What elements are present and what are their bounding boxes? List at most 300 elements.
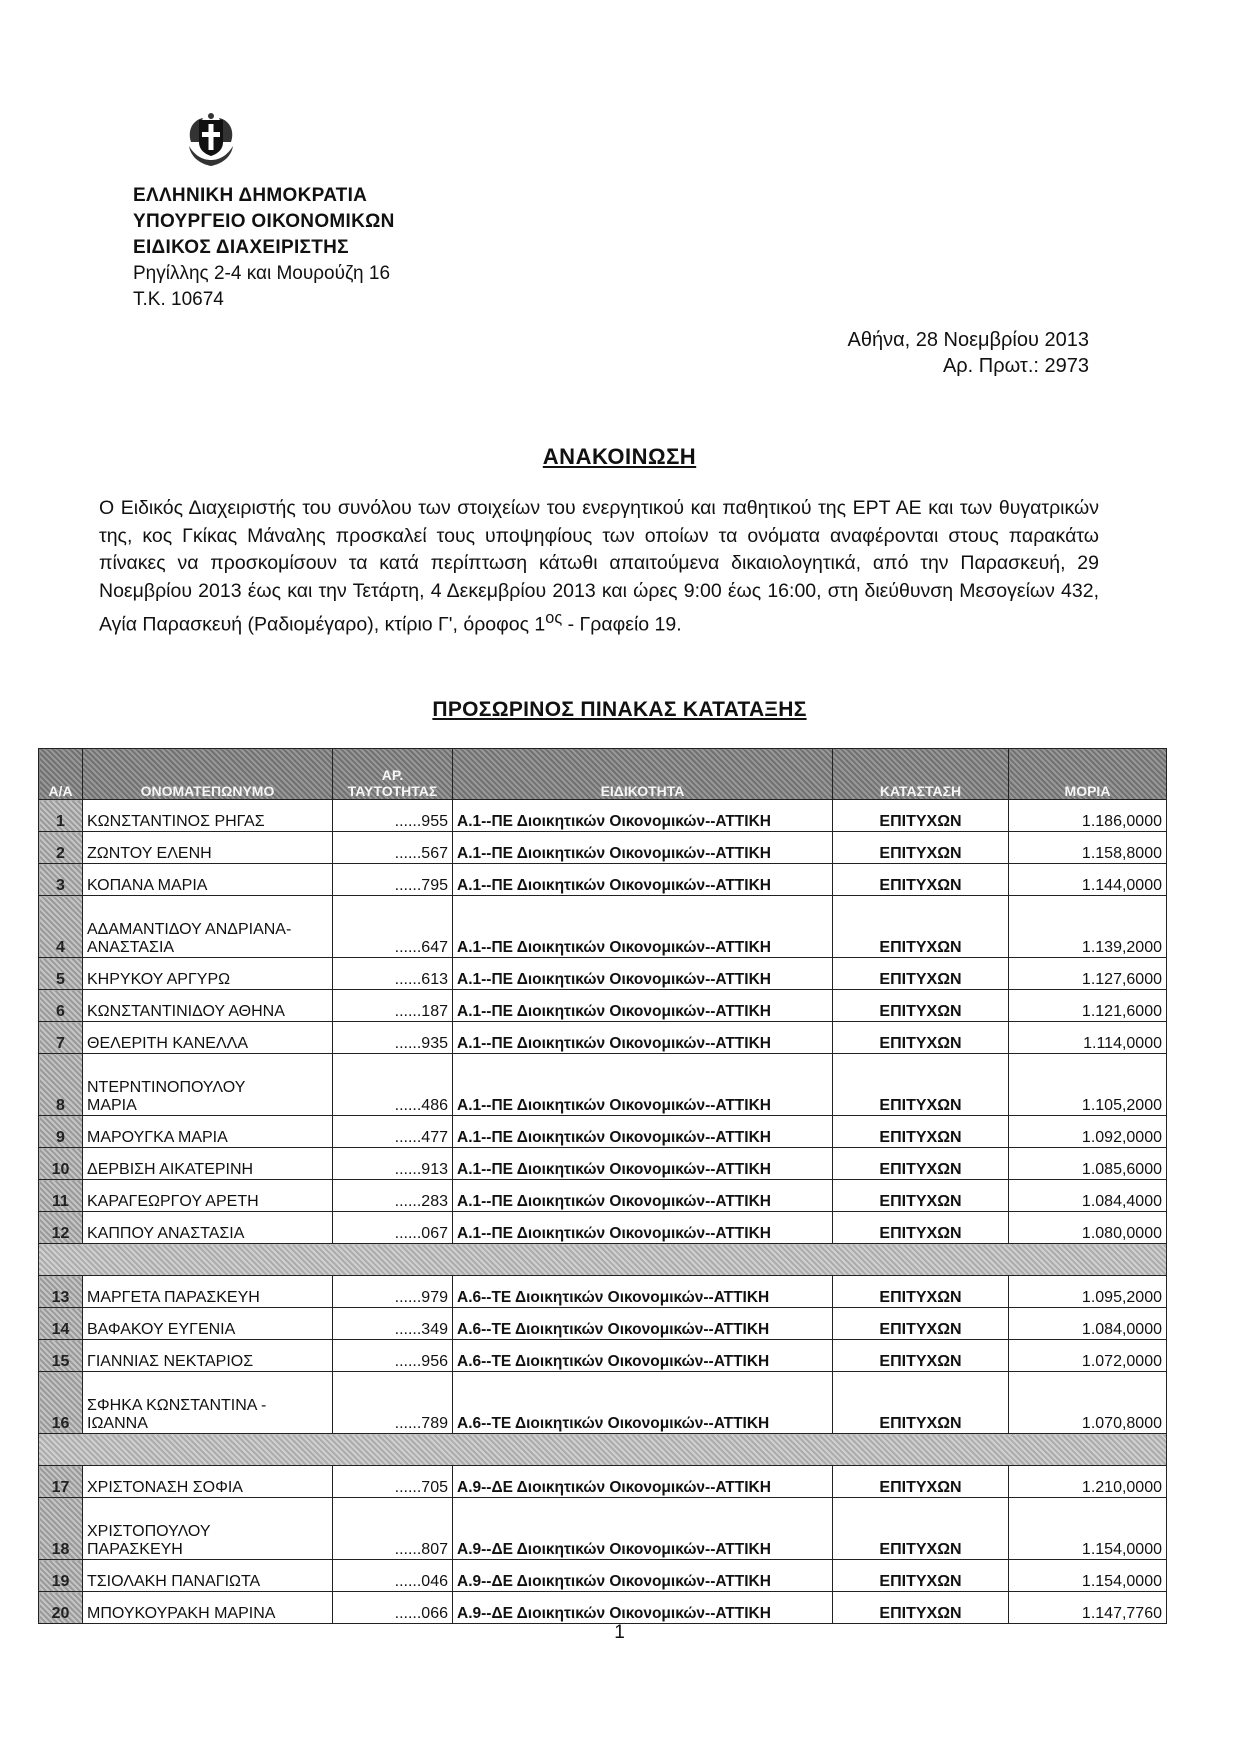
specialty-text: Διοικητικών Οικονομικών--ΑΤΤΙΚΗ xyxy=(512,1605,771,1622)
cell-specialty xyxy=(453,1116,833,1148)
table-body xyxy=(39,800,1167,1624)
row-number: 5 xyxy=(56,971,65,988)
header-name: ΟΝΟΜΑΤΕΠΩΝΥΜΟ xyxy=(83,749,333,800)
specialty-code: Α.6--ΤΕ xyxy=(457,1353,512,1370)
cell-aa xyxy=(39,1116,83,1148)
table-row xyxy=(39,1308,1167,1340)
cell-aa xyxy=(39,800,83,832)
group-separator-row xyxy=(39,1244,1167,1276)
cell-specialty xyxy=(453,832,833,864)
points-value: 1.158,8000 xyxy=(1081,845,1162,862)
name-line2: ΙΩΑΝΝΑ xyxy=(87,1415,148,1432)
table-row xyxy=(39,1340,1167,1372)
table-row xyxy=(39,1276,1167,1308)
result-status: ΕΠΙΤΥΧΩΝ xyxy=(879,1541,962,1558)
id-number: ......567 xyxy=(394,845,448,862)
cell-id xyxy=(333,896,453,958)
cell-specialty xyxy=(453,1212,833,1244)
cell-id xyxy=(333,832,453,864)
id-number: ......789 xyxy=(394,1415,448,1432)
row-number: 14 xyxy=(51,1321,70,1338)
announcement-body xyxy=(99,495,1099,639)
name-line1: ΚΑΡΑΓΕΩΡΓΟΥ ΑΡΕΤΗ xyxy=(87,1193,259,1210)
table-row xyxy=(39,1212,1167,1244)
table-row xyxy=(39,1054,1167,1116)
name-line1: ΚΑΠΠΟΥ ΑΝΑΣΤΑΣΙΑ xyxy=(87,1225,245,1242)
cell-specialty xyxy=(453,1148,833,1180)
cell-result xyxy=(833,1148,1009,1180)
table-row xyxy=(39,832,1167,864)
name-line1: ΚΗΡΥΚΟΥ ΑΡΓΥΡΩ xyxy=(87,971,231,988)
cell-aa xyxy=(39,1466,83,1498)
cell-points xyxy=(1009,864,1167,896)
specialty-text: Διοικητικών Οικονομικών--ΑΤΤΙΚΗ xyxy=(512,1161,771,1178)
cell-specialty xyxy=(453,1498,833,1560)
specialty-text: Διοικητικών Οικονομικών--ΑΤΤΙΚΗ xyxy=(512,1129,771,1146)
cell-id xyxy=(333,1180,453,1212)
name-line1: ΜΠΟΥΚΟΥΡΑΚΗ ΜΑΡΙΝΑ xyxy=(87,1605,276,1622)
points-value: 1.105,2000 xyxy=(1081,1097,1162,1114)
cell-specialty xyxy=(453,1308,833,1340)
result-status: ΕΠΙΤΥΧΩΝ xyxy=(879,1353,962,1370)
name-line1: ΜΑΡΓΕΤΑ ΠΑΡΑΣΚΕΥΗ xyxy=(87,1289,260,1306)
result-status: ΕΠΙΤΥΧΩΝ xyxy=(879,1035,962,1052)
specialty-text: Διοικητικών Οικονομικών--ΑΤΤΙΚΗ xyxy=(512,1193,771,1210)
cell-aa xyxy=(39,1180,83,1212)
table-row xyxy=(39,896,1167,958)
table-row xyxy=(39,1116,1167,1148)
id-number: ......935 xyxy=(394,1035,448,1052)
cell-id xyxy=(333,1116,453,1148)
table-row xyxy=(39,1022,1167,1054)
table-row xyxy=(39,1466,1167,1498)
header-aa: Α/Α xyxy=(39,749,83,800)
cell-points xyxy=(1009,1180,1167,1212)
row-number: 17 xyxy=(51,1479,70,1496)
row-number: 11 xyxy=(52,1193,69,1210)
body-text-superscript: ος xyxy=(545,609,563,627)
name-line2: ΠΑΡΑΣΚΕΥΗ xyxy=(87,1541,183,1558)
cell-result xyxy=(833,1466,1009,1498)
cell-aa xyxy=(39,1148,83,1180)
cell-points xyxy=(1009,1148,1167,1180)
cell-points xyxy=(1009,1372,1167,1434)
points-value: 1.070,8000 xyxy=(1081,1415,1162,1432)
row-number: 13 xyxy=(51,1289,70,1306)
cell-result xyxy=(833,1180,1009,1212)
ranking-table xyxy=(38,748,1167,1624)
cell-name xyxy=(83,1372,333,1434)
specialty-code: Α.6--ΤΕ xyxy=(457,1415,512,1432)
table-row xyxy=(39,1592,1167,1624)
points-value: 1.121,6000 xyxy=(1081,1003,1162,1020)
cell-name xyxy=(83,1340,333,1372)
specialty-code: Α.6--ΤΕ xyxy=(457,1321,512,1338)
result-status: ΕΠΙΤΥΧΩΝ xyxy=(879,1479,962,1496)
specialty-code: Α.6--ΤΕ xyxy=(457,1289,512,1306)
cell-points xyxy=(1009,958,1167,990)
cell-specialty xyxy=(453,1592,833,1624)
specialty-text: Διοικητικών Οικονομικών--ΑΤΤΙΚΗ xyxy=(512,1035,771,1052)
greek-coat-of-arms-icon xyxy=(183,112,239,168)
name-line1: ΧΡΙΣΤΟΠΟΥΛΟΥ xyxy=(87,1523,211,1540)
row-number: 9 xyxy=(56,1129,65,1146)
cell-id xyxy=(333,1148,453,1180)
cell-id xyxy=(333,1340,453,1372)
cell-name xyxy=(83,1592,333,1624)
specialty-text: Διοικητικών Οικονομικών--ΑΤΤΙΚΗ xyxy=(512,939,771,956)
id-number: ......647 xyxy=(394,939,448,956)
cell-result xyxy=(833,1340,1009,1372)
result-status: ΕΠΙΤΥΧΩΝ xyxy=(879,939,962,956)
table-title: ΠΡΟΣΩΡΙΝΟΣ ΠΙΝΑΚΑΣ ΚΑΤΑΤΑΞΗΣ xyxy=(432,698,807,721)
specialty-code: Α.1--ΠΕ xyxy=(457,813,513,830)
row-number: 2 xyxy=(56,845,65,862)
cell-result xyxy=(833,1560,1009,1592)
points-value: 1.085,6000 xyxy=(1081,1161,1162,1178)
points-value: 1.154,0000 xyxy=(1081,1541,1162,1558)
specialty-code: Α.9--ΔΕ xyxy=(457,1605,513,1622)
result-status: ΕΠΙΤΥΧΩΝ xyxy=(879,1321,962,1338)
row-number: 1 xyxy=(56,813,65,830)
cell-name xyxy=(83,958,333,990)
specialty-code: Α.9--ΔΕ xyxy=(457,1573,513,1590)
row-number: 7 xyxy=(56,1035,65,1052)
specialty-text: Διοικητικών Οικονομικών--ΑΤΤΙΚΗ xyxy=(512,1225,771,1242)
cell-result xyxy=(833,1116,1009,1148)
cell-points xyxy=(1009,1340,1167,1372)
row-number: 3 xyxy=(56,877,65,894)
id-number: ......979 xyxy=(394,1289,448,1306)
cell-points xyxy=(1009,1212,1167,1244)
table-row xyxy=(39,1180,1167,1212)
header-id xyxy=(333,749,453,800)
table-row xyxy=(39,958,1167,990)
result-status: ΕΠΙΤΥΧΩΝ xyxy=(879,1415,962,1432)
cell-points xyxy=(1009,1560,1167,1592)
cell-points xyxy=(1009,832,1167,864)
cell-id xyxy=(333,1466,453,1498)
cell-aa xyxy=(39,832,83,864)
cell-aa xyxy=(39,1022,83,1054)
result-status: ΕΠΙΤΥΧΩΝ xyxy=(879,1193,962,1210)
id-number: ......807 xyxy=(394,1541,448,1558)
cell-specialty xyxy=(453,864,833,896)
cell-result xyxy=(833,1498,1009,1560)
table-header-row xyxy=(39,749,1167,800)
cell-result xyxy=(833,1212,1009,1244)
points-value: 1.154,0000 xyxy=(1081,1573,1162,1590)
specialty-text: Διοικητικών Οικονομικών--ΑΤΤΙΚΗ xyxy=(512,1573,771,1590)
row-number: 15 xyxy=(51,1353,70,1370)
cell-points xyxy=(1009,1116,1167,1148)
name-line1: ΜΑΡΟΥΓΚΑ ΜΑΡΙΑ xyxy=(87,1129,228,1146)
cell-name xyxy=(83,896,333,958)
cell-name xyxy=(83,990,333,1022)
specialty-text: Διοικητικών Οικονομικών--ΑΤΤΙΚΗ xyxy=(512,1541,771,1558)
points-value: 1.084,0000 xyxy=(1081,1321,1162,1338)
table-row xyxy=(39,1560,1167,1592)
cell-name xyxy=(83,1466,333,1498)
specialty-text: Διοικητικών Οικονομικών--ΑΤΤΙΚΗ xyxy=(512,1003,771,1020)
specialty-text: Διοικητικών Οικονομικών--ΑΤΤΙΚΗ xyxy=(511,1353,770,1370)
cell-name xyxy=(83,1560,333,1592)
cell-id xyxy=(333,1592,453,1624)
points-value: 1.114,0000 xyxy=(1083,1035,1162,1052)
cell-result xyxy=(833,1308,1009,1340)
cell-aa xyxy=(39,958,83,990)
cell-aa xyxy=(39,1212,83,1244)
result-status: ΕΠΙΤΥΧΩΝ xyxy=(879,1289,962,1306)
name-line1: ΚΟΠΑΝΑ ΜΑΡΙΑ xyxy=(87,877,208,894)
header-ministry: ΥΠΟΥΡΓΕΙΟ ΟΙΚΟΝΟΜΙΚΩΝ xyxy=(133,211,395,232)
result-status: ΕΠΙΤΥΧΩΝ xyxy=(879,1573,962,1590)
cell-specialty xyxy=(453,1340,833,1372)
name-line1: ΤΣΙΟΛΑΚΗ ΠΑΝΑΓΙΩΤΑ xyxy=(87,1573,261,1590)
result-status: ΕΠΙΤΥΧΩΝ xyxy=(879,1129,962,1146)
id-number: ......187 xyxy=(394,1003,448,1020)
header-id-line1: ΑΡ. xyxy=(381,767,404,783)
cell-points xyxy=(1009,1592,1167,1624)
cell-id xyxy=(333,990,453,1022)
row-number: 20 xyxy=(51,1605,70,1622)
group-separator xyxy=(39,1434,1167,1466)
id-number: ......067 xyxy=(394,1225,448,1242)
body-text-main: Ο Ειδικός Διαχειριστής του συνόλου των στοιχείων του ενεργητικού και παθητικού της ΕΡΤ ΑΕ και των θυγατρικών της, κος Γκίκας Μάναλης προσκαλεί τους υποψηφίους των οποίων τα ονόματα αναφέρονται στους παρακάτω πίνακες να προσκομίσουν τα κατά περίπτωση κάτωθι απαιτούμενα δικαιολογητικά, από την Παρασκευή, 29 Νοεμβρίου 2013 έως και την Τετάρτη, 4 Δεκεμβρίου 2013 και ώρες 9:00 έως 16:00, στη διεύθυνση Μεσογείων 432, Αγία Παρασκευή (Ραδιομέγαρο), κτίριο Γ', όροφος 1 xyxy=(99,497,1099,636)
cell-id xyxy=(333,1308,453,1340)
name-line1: ΚΩΝΣΤΑΝΤΙΝΟΣ ΡΗΓΑΣ xyxy=(87,813,265,830)
id-number: ......283 xyxy=(394,1193,448,1210)
specialty-text: Διοικητικών Οικονομικών--ΑΤΤΙΚΗ xyxy=(512,1479,771,1496)
points-value: 1.127,6000 xyxy=(1081,971,1162,988)
name-line1: ΔΕΡΒΙΣΗ ΑΙΚΑΤΕΡΙΝΗ xyxy=(87,1161,254,1178)
specialty-code: Α.9--ΔΕ xyxy=(457,1479,513,1496)
cell-name xyxy=(83,1276,333,1308)
cell-aa xyxy=(39,1592,83,1624)
name-line2: ΜΑΡΙΑ xyxy=(87,1097,137,1114)
result-status: ΕΠΙΤΥΧΩΝ xyxy=(879,1605,962,1622)
points-value: 1.139,2000 xyxy=(1081,939,1162,956)
cell-name xyxy=(83,1054,333,1116)
sender-header xyxy=(133,183,395,313)
cell-name xyxy=(83,1148,333,1180)
name-line1: ΓΙΑΝΝΙΑΣ ΝΕΚΤΑΡΙΟΣ xyxy=(87,1353,254,1370)
cell-id xyxy=(333,1022,453,1054)
cell-aa xyxy=(39,1276,83,1308)
cell-id xyxy=(333,864,453,896)
specialty-text: Διοικητικών Οικονομικών--ΑΤΤΙΚΗ xyxy=(511,1321,770,1338)
row-number: 8 xyxy=(56,1097,65,1114)
specialty-code: Α.1--ΠΕ xyxy=(457,877,513,894)
header-administrator: ΕΙΔΙΚΟΣ ΔΙΑΧΕΙΡΙΣΤΗΣ xyxy=(133,237,349,258)
cell-aa xyxy=(39,990,83,1022)
cell-aa xyxy=(39,1560,83,1592)
cell-result xyxy=(833,1592,1009,1624)
header-republic: ΕΛΛΗΝΙΚΗ ΔΗΜΟΚΡΑΤΙΑ xyxy=(133,185,368,206)
specialty-code: Α.1--ΠΕ xyxy=(457,939,513,956)
name-line1: ΝΤΕΡΝΤΙΝΟΠΟΥΛΟΥ xyxy=(87,1079,246,1096)
cell-result xyxy=(833,800,1009,832)
name-line1: ΒΑΦΑΚΟΥ ΕΥΓΕΝΙΑ xyxy=(87,1321,236,1338)
points-value: 1.092,0000 xyxy=(1081,1129,1162,1146)
header-points: ΜΟΡΙΑ xyxy=(1009,749,1167,800)
row-number: 18 xyxy=(51,1541,70,1558)
cell-result xyxy=(833,832,1009,864)
specialty-text: Διοικητικών Οικονομικών--ΑΤΤΙΚΗ xyxy=(511,1289,770,1306)
header-specialty: ΕΙΔΙΚΟΤΗΤΑ xyxy=(453,749,833,800)
name-line1: ΑΔΑΜΑΝΤΙΔΟΥ ΑΝΔΡΙΑΝΑ- xyxy=(87,921,292,938)
cell-name xyxy=(83,1180,333,1212)
specialty-code: Α.1--ΠΕ xyxy=(457,1035,513,1052)
id-number: ......477 xyxy=(394,1129,448,1146)
points-value: 1.080,0000 xyxy=(1081,1225,1162,1242)
specialty-text: Διοικητικών Οικονομικών--ΑΤΤΙΚΗ xyxy=(512,877,771,894)
id-number: ......705 xyxy=(394,1479,448,1496)
document-title: ΑΝΑΚΟΙΝΩΣΗ xyxy=(542,444,697,469)
specialty-code: Α.1--ΠΕ xyxy=(457,1097,513,1114)
cell-aa xyxy=(39,1372,83,1434)
result-status: ΕΠΙΤΥΧΩΝ xyxy=(879,877,962,894)
specialty-code: Α.1--ΠΕ xyxy=(457,1161,513,1178)
row-number: 4 xyxy=(56,939,65,956)
row-number: 16 xyxy=(51,1415,70,1432)
header-result: ΚΑΤΑΣΤΑΣΗ xyxy=(833,749,1009,800)
cell-specialty xyxy=(453,800,833,832)
specialty-text: Διοικητικών Οικονομικών--ΑΤΤΙΚΗ xyxy=(511,1415,770,1432)
id-number: ......066 xyxy=(394,1605,448,1622)
cell-name xyxy=(83,800,333,832)
cell-name xyxy=(83,1308,333,1340)
name-line1: ΖΩΝΤΟΥ ΕΛΕΝΗ xyxy=(87,845,212,862)
cell-specialty xyxy=(453,1372,833,1434)
cell-name xyxy=(83,1212,333,1244)
points-value: 1.084,4000 xyxy=(1081,1193,1162,1210)
header-address: Ρηγίλλης 2-4 και Μουρούζη 16 xyxy=(133,263,391,284)
cell-aa xyxy=(39,864,83,896)
cell-specialty xyxy=(453,1180,833,1212)
id-number: ......956 xyxy=(394,1353,448,1370)
cell-points xyxy=(1009,1054,1167,1116)
cell-result xyxy=(833,958,1009,990)
name-line1: ΣΦΗΚΑ ΚΩΝΣΤΑΝΤΙΝΑ - xyxy=(87,1397,267,1414)
id-number: ......913 xyxy=(394,1161,448,1178)
specialty-text: Διοικητικών Οικονομικών--ΑΤΤΙΚΗ xyxy=(512,845,771,862)
table-row xyxy=(39,1148,1167,1180)
id-number: ......046 xyxy=(394,1573,448,1590)
cell-specialty xyxy=(453,1022,833,1054)
cell-name xyxy=(83,864,333,896)
name-line1: ΘΕΛΕΡΙΤΗ ΚΑΝΕΛΛΑ xyxy=(87,1035,248,1052)
id-number: ......349 xyxy=(394,1321,448,1338)
points-value: 1.144,0000 xyxy=(1081,877,1162,894)
cell-specialty xyxy=(453,1560,833,1592)
group-separator-row xyxy=(39,1434,1167,1466)
table-row xyxy=(39,1498,1167,1560)
name-line1: ΧΡΙΣΤΟΝΑΣΗ ΣΟΦΙΑ xyxy=(87,1479,243,1496)
name-line2: ΑΝΑΣΤΑΣΙΑ xyxy=(87,939,175,956)
name-line1: ΚΩΝΣΤΑΝΤΙΝΙΔΟΥ ΑΘΗΝΑ xyxy=(87,1003,285,1020)
table-row xyxy=(39,864,1167,896)
cell-specialty xyxy=(453,896,833,958)
cell-points xyxy=(1009,1498,1167,1560)
result-status: ΕΠΙΤΥΧΩΝ xyxy=(879,1161,962,1178)
cell-id xyxy=(333,1054,453,1116)
id-number: ......955 xyxy=(394,813,448,830)
cell-specialty xyxy=(453,1276,833,1308)
cell-result xyxy=(833,990,1009,1022)
cell-points xyxy=(1009,1466,1167,1498)
cell-aa xyxy=(39,1054,83,1116)
specialty-code: Α.1--ΠΕ xyxy=(457,1003,513,1020)
id-number: ......486 xyxy=(394,1097,448,1114)
cell-points xyxy=(1009,1276,1167,1308)
body-text-end: - Γραφείο 19. xyxy=(562,613,682,636)
page-number: 1 xyxy=(614,1622,625,1643)
cell-specialty xyxy=(453,1466,833,1498)
specialty-code: Α.1--ΠΕ xyxy=(457,1193,513,1210)
cell-specialty xyxy=(453,958,833,990)
table-row xyxy=(39,1372,1167,1434)
result-status: ΕΠΙΤΥΧΩΝ xyxy=(879,845,962,862)
cell-id xyxy=(333,800,453,832)
cell-points xyxy=(1009,1022,1167,1054)
cell-name xyxy=(83,1022,333,1054)
cell-name xyxy=(83,1498,333,1560)
cell-id xyxy=(333,1212,453,1244)
document-date: Αθήνα, 28 Νοεμβρίου 2013 xyxy=(847,329,1089,351)
specialty-code: Α.9--ΔΕ xyxy=(457,1541,513,1558)
cell-result xyxy=(833,1372,1009,1434)
cell-id xyxy=(333,1276,453,1308)
specialty-code: Α.1--ΠΕ xyxy=(457,1129,513,1146)
cell-aa xyxy=(39,1340,83,1372)
id-number: ......613 xyxy=(394,971,448,988)
row-number: 19 xyxy=(51,1573,70,1590)
cell-points xyxy=(1009,896,1167,958)
date-block xyxy=(847,327,1089,379)
cell-points xyxy=(1009,1308,1167,1340)
cell-name xyxy=(83,832,333,864)
cell-points xyxy=(1009,800,1167,832)
cell-id xyxy=(333,1560,453,1592)
specialty-text: Διοικητικών Οικονομικών--ΑΤΤΙΚΗ xyxy=(512,971,771,988)
specialty-text: Διοικητικών Οικονομικών--ΑΤΤΙΚΗ xyxy=(512,1097,771,1114)
points-value: 1.147,7760 xyxy=(1081,1605,1162,1622)
cell-result xyxy=(833,864,1009,896)
cell-points xyxy=(1009,990,1167,1022)
result-status: ΕΠΙΤΥΧΩΝ xyxy=(879,1003,962,1020)
result-status: ΕΠΙΤΥΧΩΝ xyxy=(879,1097,962,1114)
cell-specialty xyxy=(453,990,833,1022)
table-row xyxy=(39,800,1167,832)
row-number: 10 xyxy=(51,1161,70,1178)
cell-result xyxy=(833,1276,1009,1308)
specialty-code: Α.1--ΠΕ xyxy=(457,1225,513,1242)
cell-id xyxy=(333,958,453,990)
row-number: 6 xyxy=(56,1003,65,1020)
cell-aa xyxy=(39,1498,83,1560)
points-value: 1.095,2000 xyxy=(1081,1289,1162,1306)
result-status: ΕΠΙΤΥΧΩΝ xyxy=(879,1225,962,1242)
header-id-line2: ΤΑΥΤΟΤΗΤΑΣ xyxy=(347,783,438,799)
cell-aa xyxy=(39,896,83,958)
protocol-number: Αρ. Πρωτ.: 2973 xyxy=(942,355,1089,377)
header-postal-code: Τ.Κ. 10674 xyxy=(133,289,224,310)
table-row xyxy=(39,990,1167,1022)
cell-specialty xyxy=(453,1054,833,1116)
points-value: 1.186,0000 xyxy=(1081,813,1162,830)
specialty-text: Διοικητικών Οικονομικών--ΑΤΤΙΚΗ xyxy=(512,813,771,830)
